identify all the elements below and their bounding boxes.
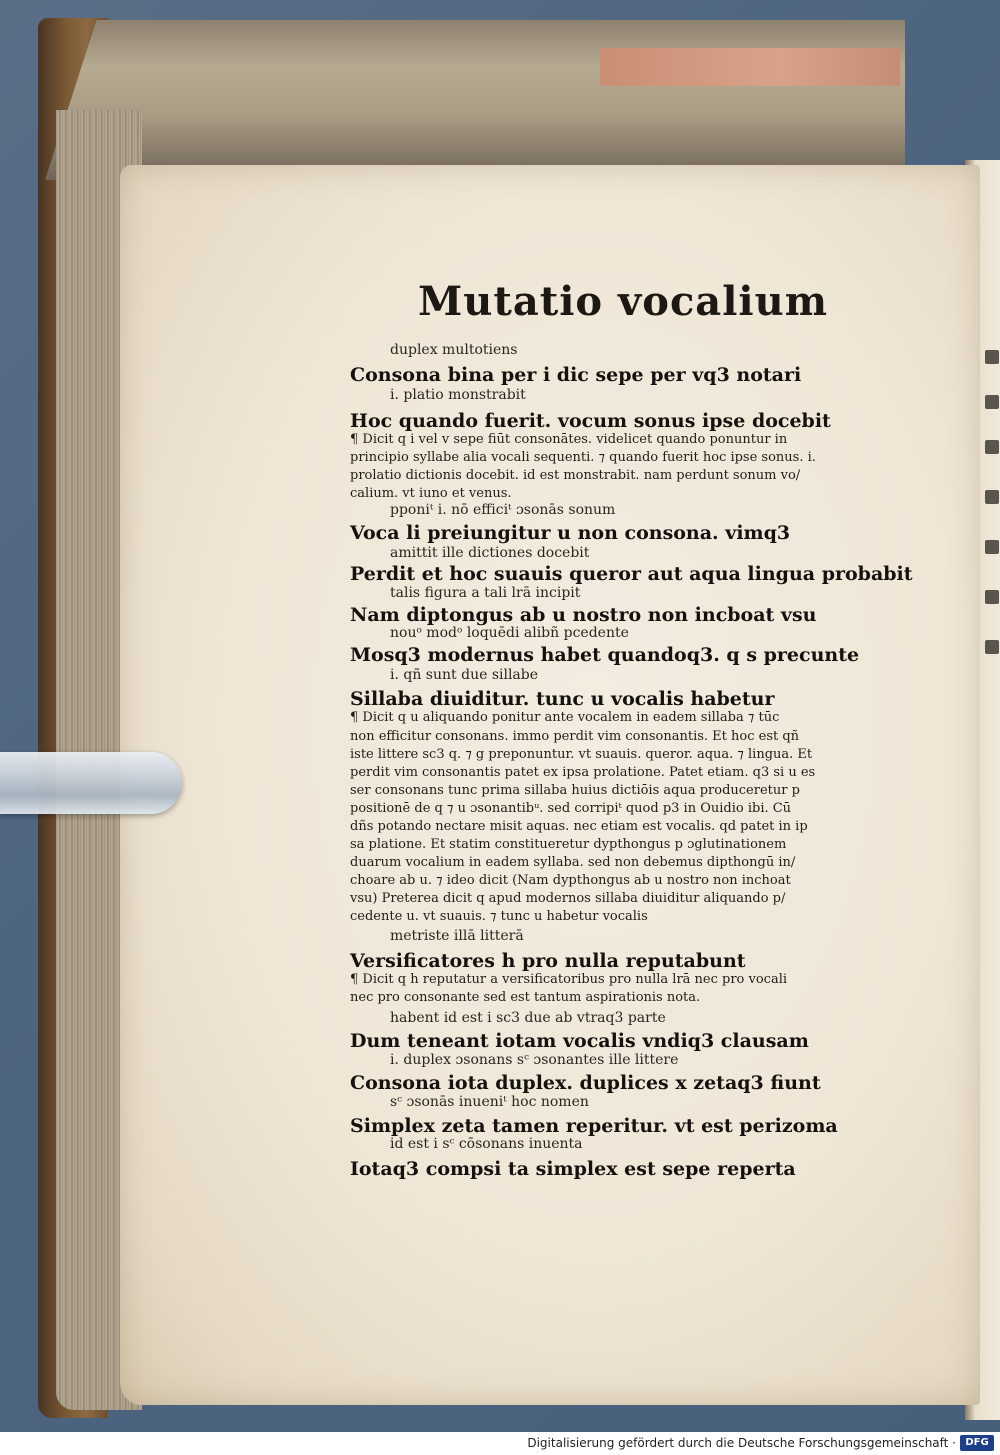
page-block-top-edge (45, 20, 905, 180)
commentary-line: principio syllabe alia vocali sequenti. ⁊ quando fuerit hoc ipse sonus. i. (350, 450, 816, 465)
verse-line: Simplex zeta tamen reperitur. vt est perizoma (350, 1115, 838, 1137)
commentary-line: non efficitur consonans. immo perdit vim consonantis. Et hoc est qñ (350, 729, 800, 744)
facing-page-glyph (985, 395, 999, 409)
commentary-line: iste littere sc3 q. ⁊ g preponuntur. vt suauis. queror. aqua. ⁊ lingua. Et (350, 747, 813, 762)
gloss-line: i. qñ sunt due sillabe (390, 667, 539, 683)
commentary-line: cedente u. vt suauis. ⁊ tunc u habetur vocalis (350, 909, 648, 924)
footer-bar (0, 1432, 1000, 1455)
commentary-line: prolatio dictionis docebit. id est monstrabit. nam perdunt sonum vo/ (350, 468, 801, 483)
commentary-line: duarum vocalium in eadem syllaba. sed non debemus dipthongū in/ (350, 855, 796, 870)
gloss-line: nouᵒ modᵒ loquēdi alibñ pcedente (390, 625, 629, 641)
commentary-line: sa platione. Et statim constitueretur dypthongus p ɔglutinationem (350, 837, 787, 852)
page-title: Mutatio vocalium (418, 278, 829, 325)
facing-page-glyph (985, 490, 999, 504)
facing-page-glyph (985, 440, 999, 454)
gloss-line: i. platio monstrabit (390, 387, 526, 403)
verse-line: Consona iota duplex. duplices x zetaq3 fiunt (350, 1072, 821, 1094)
page-holder-clip (0, 752, 182, 814)
commentary-line: ¶ Dicit q u aliquando ponitur ante vocalem in eadem sillaba ⁊ tūc (350, 710, 780, 725)
gloss-line: habent id est i sc3 due ab vtraq3 parte (390, 1010, 666, 1026)
verse-line: Mosq3 modernus habet quandoq3. q s precunte (350, 644, 860, 666)
verse-line: Perdit et hoc suauis queror aut aqua lingua probabit (350, 563, 913, 585)
facing-page-glyph (985, 540, 999, 554)
commentary-line: nec pro consonante sed est tantum aspirationis nota. (350, 990, 701, 1005)
commentary-line: choare ab u. ⁊ ideo dicit (Nam dypthongus ab u nostro non inchoat (350, 873, 791, 888)
gloss-line: talis figura a tali lrā incipit (390, 585, 581, 601)
verse-line: Voca li preiungitur u non consona. vimq3 (350, 522, 791, 544)
verse-line: Versificatores h pro nulla reputabunt (350, 950, 746, 972)
gloss-line: id est i sᶜ cōsonans inuenta (390, 1136, 583, 1152)
verse-line: Hoc quando fuerit. vocum sonus ipse docebit (350, 410, 831, 432)
gloss-line: sᶜ ɔsonās inueniᵗ hoc nomen (390, 1094, 589, 1110)
commentary-line: ¶ Dicit q h reputatur a versificatoribus pro nulla lrā nec pro vocali (350, 972, 788, 987)
gloss-line: amittit ille dictiones docebit (390, 545, 590, 561)
commentary-line: calium. vt iuno et venus. (350, 486, 512, 501)
verse-line: Iotaq3 compsi ta simplex est sepe reperta (350, 1158, 796, 1180)
commentary-line: dñs potando nectare misit aquas. nec etiam est vocalis. qd patet in ip (350, 819, 808, 834)
facing-page-glyph (985, 590, 999, 604)
facing-page-glyph (985, 640, 999, 654)
gloss-line: metriste illā litterā (390, 928, 524, 944)
funding-note: Digitalisierung gefördert durch die Deutsche Forschungsgemeinschaft · (527, 1436, 956, 1450)
verse-line: Consona bina per i dic sepe per vq3 notari (350, 364, 802, 386)
verse-line: Sillaba diuiditur. tunc u vocalis habetur (350, 688, 775, 710)
commentary-line: ser consonans tunc prima sillaba huius dictiōis aqua produceretur p (350, 783, 800, 798)
verse-line: Dum teneant iotam vocalis vndiq3 clausam (350, 1030, 809, 1052)
facing-page-glyph (985, 350, 999, 364)
gloss-line: i. duplex ɔsonans sᶜ ɔsonantes ille littere (390, 1052, 679, 1068)
commentary-line: perdit vim consonantis patet ex ipsa prolatione. Patet etiam. q3 si u es (350, 765, 816, 780)
gloss-line: pponiᵗ i. nō efficiᵗ ɔsonās sonum (390, 502, 616, 518)
commentary-line: positionē de q ⁊ u ɔsonantibᵘ. sed corripiᵗ quod p3 in Ouidio ibi. Cū (350, 801, 792, 816)
verse-line: Nam diptongus ab u nostro non incboat vsu (350, 604, 817, 626)
gloss-line: duplex multotiens (390, 342, 518, 358)
commentary-line: ¶ Dicit q i vel v sepe fiūt consonātes. videlicet quando ponuntur in (350, 432, 788, 447)
page-block-top-edge-highlight (600, 48, 900, 86)
commentary-line: vsu) Preterea dicit q apud modernos sillaba diuiditur aliquando p/ (350, 891, 786, 906)
dfg-logo: DFG (960, 1435, 994, 1451)
